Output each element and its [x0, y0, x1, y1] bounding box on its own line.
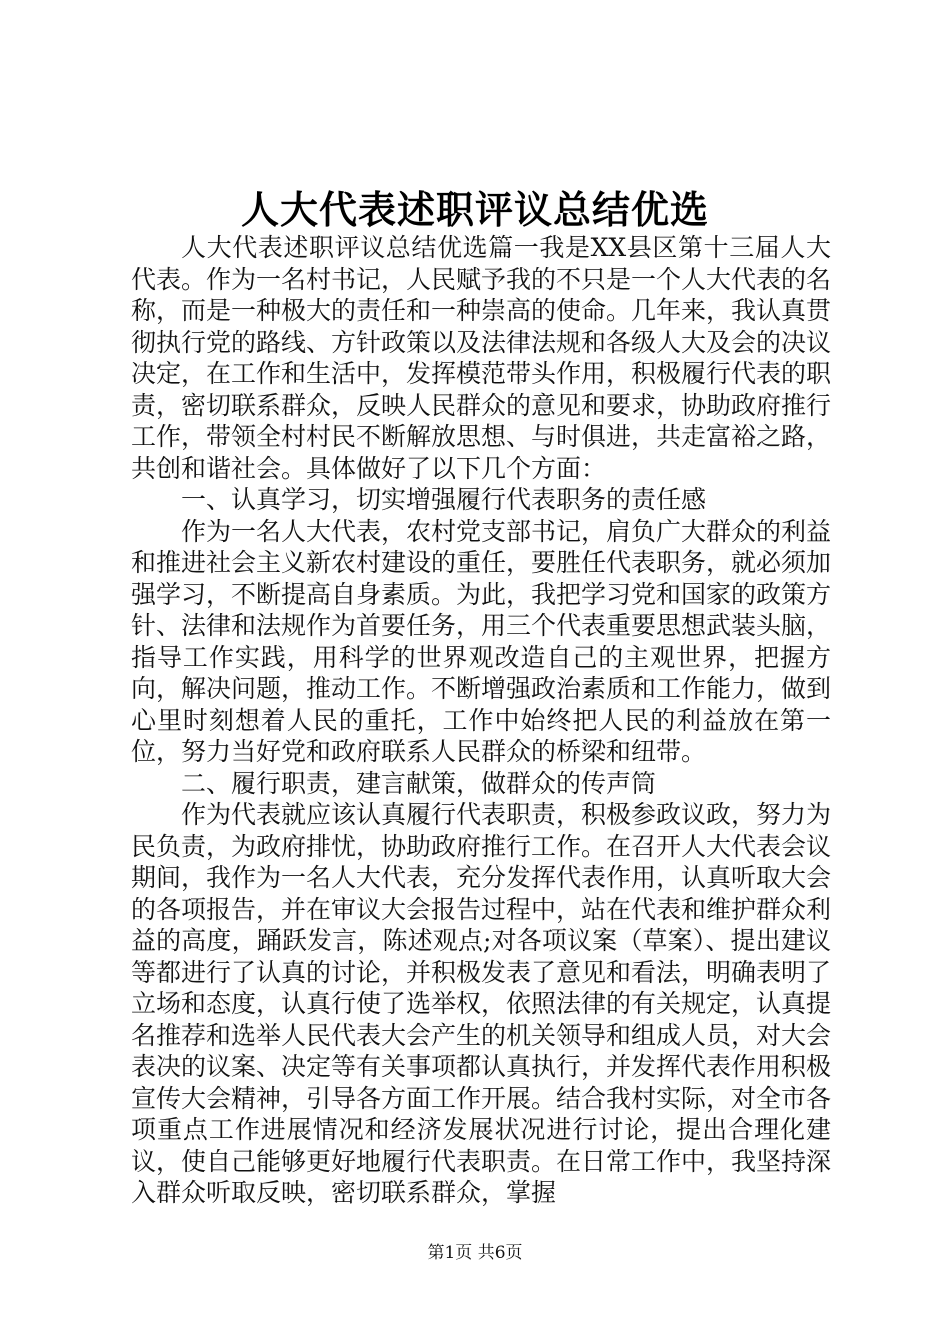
section-heading-1: 一、认真学习，切实增强履行代表职务的责任感	[181, 485, 707, 514]
paragraph-intro: 人大代表述职评议总结优选篇一我是XX县区第十三届人大代表。作为一名村书记，人民赋予我的不只是一个人大代表的名称，而是一种极大的责任和一种崇高的使命。几年来，我认真贯彻执行党的路线、方针政策以及法律法规和各级人大及会的决议决定，在工作和生活中，发挥模范带头作用，积极履行代表的职责，密切联系群众，反映人民群众的意见和要求，协助政府推行工作，带领全村村民不断解放思想、与时俱进，共走富裕之路，共创和谐社会。具体做好了以下几个方面：	[131, 233, 832, 483]
document-body	[131, 232, 831, 1209]
page-number: 第1页 共6页	[427, 1243, 523, 1263]
document-title: 人大代表述职评议总结优选	[240, 187, 709, 232]
paragraph-section-2: 作为代表就应该认真履行代表职责，积极参政议政，努力为民负责，为政府排忧，协助政府推行工作。在召开人大代表会议期间，我作为一名人大代表，充分发挥代表作用，认真听取大会的各项报告，并在审议大会报告过程中，站在代表和维护群众利益的高度，踊跃发言，陈述观点;对各项议案（草案）、提出建议等都进行了认真的讨论，并积极发表了意见和看法，明确表明了立场和态度，认真行使了选举权，依照法律的有关规定，认真提名推荐和选举人民代表大会产生的机关领导和组成人员，对大会表决的议案、决定等有关事项都认真执行，并发挥代表作用积极宣传大会精神，引导各方面工作开展。结合我村实际，对全市各项重点工作进展情况和经济发展状况进行讨论，提出合理化建议，使自己能够更好地履行代表职责。在日常工作中，我坚持深入群众听取反映，密切联系群众，掌握	[131, 800, 832, 1207]
section-heading-2: 二、履行职责，建言献策，做群众的传声筒	[181, 768, 657, 798]
paragraph-section-1: 作为一名人大代表，农村党支部书记，肩负广大群众的利益和推进社会主义新农村建设的重任，要胜任代表职务，就必须加强学习，不断提高自身素质。为此，我把学习党和国家的政策方针、法律和法规作为首要任务，用三个代表重要思想武装头脑，指导工作实践，用科学的世界观改造自己的主观世界，把握方向，解决问题，推动工作。不断增强政治素质和工作能力，做到心里时刻想着人民的重托，工作中始终把人民的利益放在第一位，努力当好党和政府联系人民群众的桥梁和纽带。	[131, 516, 832, 766]
